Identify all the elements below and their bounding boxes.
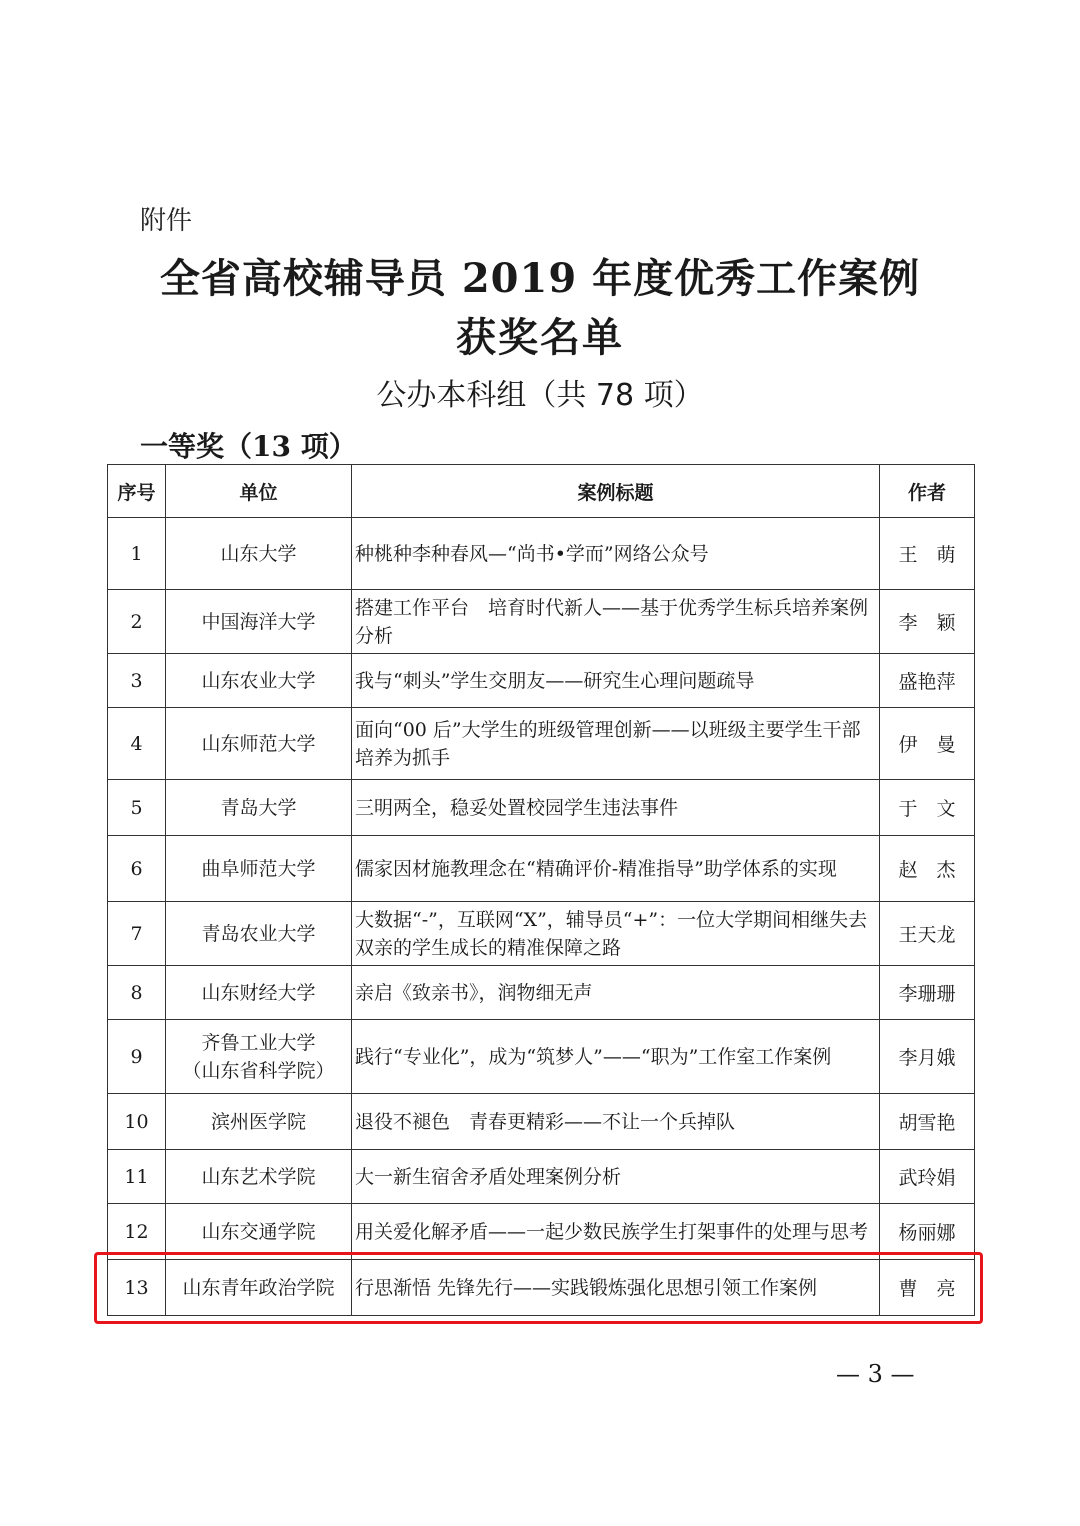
cell-author: 王 萌 — [880, 518, 975, 590]
unit-line: 山东财经大学 — [201, 981, 316, 1004]
unit-line: 中国海洋大学 — [201, 610, 316, 633]
document-title: 全省高校辅导员 2019 年度优秀工作案例 — [159, 255, 921, 302]
award-section-heading: 一等奖（13 项） — [140, 430, 357, 463]
cell-number: 5 — [108, 780, 166, 836]
cell-case-title: 行思渐悟 先锋先行——实践锻炼强化思想引领工作案例 — [352, 1260, 880, 1316]
cell-unit — [166, 902, 352, 966]
table-row — [108, 902, 975, 966]
cell-number: 9 — [108, 1020, 166, 1094]
cell-number: 6 — [108, 836, 166, 902]
cell-author: 李珊珊 — [880, 966, 975, 1020]
unit-line: 山东大学 — [220, 542, 297, 565]
cell-case-title: 大数据“-”，互联网“X”，辅导员“+”：一位大学期间相继失去双亲的学生成长的精准保障之路 — [352, 902, 880, 966]
unit-line: 山东农业大学 — [201, 669, 316, 692]
cell-author: 胡雪艳 — [880, 1094, 975, 1150]
table-row — [108, 1094, 975, 1150]
cell-author: 王天龙 — [880, 902, 975, 966]
cell-number: 12 — [108, 1204, 166, 1260]
cell-unit — [166, 780, 352, 836]
column-header-title: 案例标题 — [352, 465, 880, 518]
cell-unit — [166, 836, 352, 902]
cell-case-title: 践行“专业化”，成为“筑梦人”——“职为”工作室工作案例 — [352, 1020, 880, 1094]
unit-line: （山东省科学院） — [182, 1059, 335, 1082]
table-row — [108, 836, 975, 902]
awards-table — [107, 464, 975, 1316]
unit-line: 山东交通学院 — [201, 1220, 316, 1243]
table-row — [108, 518, 975, 590]
table-row — [108, 654, 975, 708]
cell-author: 李月娥 — [880, 1020, 975, 1094]
cell-number: 8 — [108, 966, 166, 1020]
column-header-unit: 单位 — [166, 465, 352, 518]
cell-author: 杨丽娜 — [880, 1204, 975, 1260]
cell-unit — [166, 518, 352, 590]
table-row — [108, 708, 975, 780]
unit-line: 滨州医学院 — [210, 1110, 306, 1133]
table-row — [108, 1020, 975, 1094]
document-title-line2: 获奖名单 — [456, 314, 624, 361]
cell-unit — [166, 966, 352, 1020]
cell-unit — [166, 1094, 352, 1150]
cell-author: 伊 曼 — [880, 708, 975, 780]
cell-number: 3 — [108, 654, 166, 708]
cell-number: 10 — [108, 1094, 166, 1150]
cell-number: 7 — [108, 902, 166, 966]
cell-number: 11 — [108, 1150, 166, 1204]
unit-line: 山东师范大学 — [201, 732, 316, 755]
cell-case-title: 搭建工作平台 培育时代新人——基于优秀学生标兵培养案例分析 — [352, 590, 880, 654]
cell-case-title: 大一新生宿舍矛盾处理案例分析 — [352, 1150, 880, 1204]
unit-line: 青岛农业大学 — [201, 922, 316, 945]
cell-author: 于 文 — [880, 780, 975, 836]
cell-case-title: 亲启《致亲书》，润物细无声 — [352, 966, 880, 1020]
cell-number: 13 — [108, 1260, 166, 1316]
unit-line: 青岛大学 — [220, 796, 297, 819]
cell-unit — [166, 708, 352, 780]
table-row — [108, 966, 975, 1020]
cell-case-title: 儒家因材施教理念在“精确评价-精准指导”助学体系的实现 — [352, 836, 880, 902]
column-header-number: 序号 — [108, 465, 166, 518]
unit-line: 山东艺术学院 — [201, 1165, 316, 1188]
highlight-box — [94, 1252, 983, 1324]
cell-author: 盛艳萍 — [880, 654, 975, 708]
table-row — [108, 780, 975, 836]
awards-table-body — [108, 518, 975, 1316]
cell-author: 曹 亮 — [880, 1260, 975, 1316]
table-header-row — [108, 465, 975, 518]
cell-case-title: 三明两全，稳妥处置校园学生违法事件 — [352, 780, 880, 836]
cell-unit — [166, 654, 352, 708]
cell-author: 赵 杰 — [880, 836, 975, 902]
table-row — [108, 1150, 975, 1204]
group-subtitle: 公办本科组（共 78 项） — [376, 378, 704, 413]
cell-case-title: 我与“刺头”学生交朋友——研究生心理问题疏导 — [352, 654, 880, 708]
unit-line: 齐鲁工业大学 — [201, 1031, 316, 1054]
cell-case-title: 退役不褪色 青春更精彩——不让一个兵掉队 — [352, 1094, 880, 1150]
table-row — [108, 590, 975, 654]
cell-unit — [166, 590, 352, 654]
cell-number: 2 — [108, 590, 166, 654]
attachment-label: 附件 — [140, 206, 193, 236]
cell-unit — [166, 1020, 352, 1094]
cell-author: 李 颖 — [880, 590, 975, 654]
cell-author: 武玲娟 — [880, 1150, 975, 1204]
cell-case-title: 种桃种李种春风—“尚书•学而”网络公众号 — [352, 518, 880, 590]
cell-number: 1 — [108, 518, 166, 590]
page-number: — 3 — — [836, 1360, 915, 1388]
unit-line: 山东青年政治学院 — [182, 1276, 335, 1299]
cell-case-title: 面向“00 后”大学生的班级管理创新——以班级主要学生干部培养为抓手 — [352, 708, 880, 780]
cell-number: 4 — [108, 708, 166, 780]
cell-case-title: 用关爱化解矛盾——一起少数民族学生打架事件的处理与思考 — [352, 1204, 880, 1260]
cell-unit — [166, 1150, 352, 1204]
column-header-author: 作者 — [880, 465, 975, 518]
unit-line: 曲阜师范大学 — [201, 857, 316, 880]
